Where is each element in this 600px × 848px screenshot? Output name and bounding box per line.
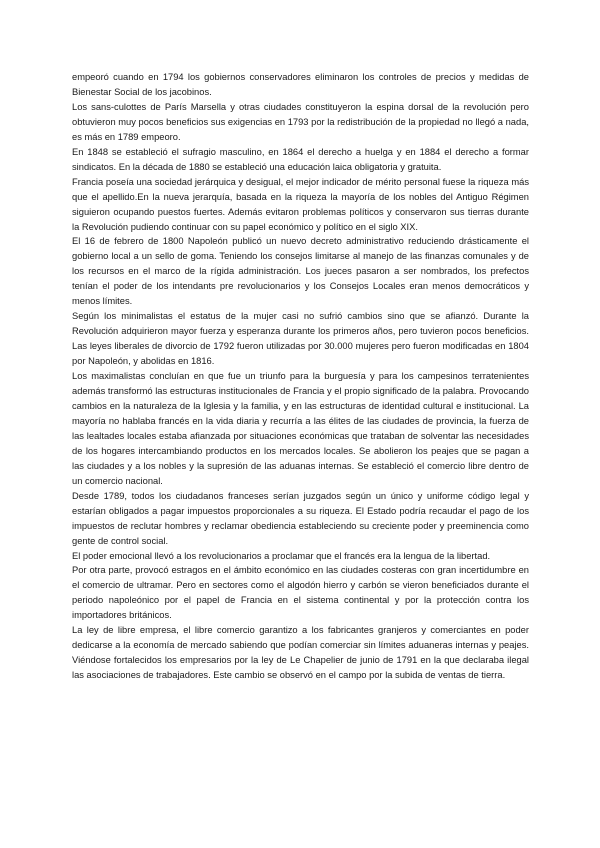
paragraph-legal-code: Desde 1789, todos los ciudadanos franceses serían juzgados según un único y uniforme código legal y estarían obligados a pagar impuestos proporcionales a su riqueza. El Estado podría recaudar el pago de los impuestos de reclutar hombres y reclamar obediencia estableciendo su creciente poder y preeminencia como gente de control social. [72,490,529,546]
paragraph-language: El poder emocional llevó a los revolucionarios a proclamar que el francés era la lengua de la libertad. [72,550,491,561]
paragraph-price-controls: empeoró cuando en 1794 los gobiernos conservadores eliminaron los controles de precios y medidas de Bienestar Social de los jacobinos. [72,72,529,97]
paragraph-minimalists: Según los minimalistas el estatus de la mujer casi no sufrió cambios sino que se afianzó. Durante la Revolución adquirieron mayor fuerza y esperanza durante los primeros años, pero tuvieron pocos beneficios. Las leyes liberales de divorcio de 1792 fueron utilizadas por 30.000 mujeres pero fueron modificadas en 1804 por Napoleón, y abolidas en 1816. [72,311,529,367]
paragraph-suffrage: En 1848 se estableció el sufragio masculino, en 1864 el derecho a huelga y en 1884 el derecho a formar sindicatos. En la década de 1880 se estableció una educación laica obligatoria y gratuita. [72,146,529,172]
paragraph-sans-culottes: Los sans-culottes de París Marsella y otras ciudades constituyeron la espina dorsal de la revolución pero obtuvieron muy pocos beneficios sus exigencias en 1793 por la redistribución de la propiedad no llegó a nada, es más en 1789 empeoro. [72,101,529,142]
paragraph-napoleon-decree: El 16 de febrero de 1800 Napoleón publicó un nuevo decreto administrativo reduciendo drásticamente el gobierno local a un sello de goma. Teniendo los consejos limitarse al manejo de las finanzas comunales y de los recursos en el marco de la rígida administración. Los jueces pasaron a ser nombrados, los prefectos tenían el poder de los intendants pre revolucionarios y los Consejos Locales eran menos democráticos y menos límites. [72,236,529,307]
paragraph-hierarchy: Francia poseía una sociedad jerárquica y desigual, el mejor indicador de mérito personal fuese la riqueza más que el apellido.En la nueva jerarquía, basada en la riqueza la mayoría de los nobles del Antiguo Régimen siguieron ocupando puestos fuertes. Además evitaron problemas políticos y conservaron sus tierras durante la Revolución pudiendo continuar con su papel económico y político en el siglo XIX. [72,176,529,232]
paragraph-free-enterprise: La ley de libre empresa, el libre comercio garantizo a los fabricantes granjeros y comerciantes en poder dedicarse a la economía de mercado sabiendo que podían comerciar sin límites aduaneras internas y peajes. Viéndose fortalecidos los empresarios por la ley de Le Chapelier de junio de 1791 en la que declaraba ilegal las asociaciones de trabajadores. Este cambio se observó en el campo por la subida de ventas de tierra. [72,625,529,681]
paragraph-economy: Por otra parte, provocó estragos en el ámbito económico en las ciudades costeras con gran incertidumbre en el comercio de ultramar. Pero en sectores como el algodón hierro y carbón se vieron beneficiados durante el periodo napoleónico por el papel de Francia en el sistema continental y por la protección contra los importadores británicos. [72,565,529,621]
document-page [72,70,529,683]
paragraph-maximalists: Los maximalistas concluían en que fue un triunfo para la burguesía y para los campesinos terratenientes además transformó las estructuras institucionales de Francia y el propio significado de la palabra. Provocando cambios en la naturaleza de la Iglesia y la familia, y en las estructuras de identidad cultural e institucional. La mayoría no hablaba francés en la vida diaria y recurría a las élites de las ciudades de provincia, la fuerza de las lealtades locales estaba afianzada por situaciones económicas que trataban de solventar las necesidades de los hogares intercambiando productos en los mercados locales. Se abolieron los peajes que se pagan a las ciudades y a los nobles y la supresión de las aduanas internas. Se estableció el comercio libre dentro de un comercio nacional. [72,371,529,486]
